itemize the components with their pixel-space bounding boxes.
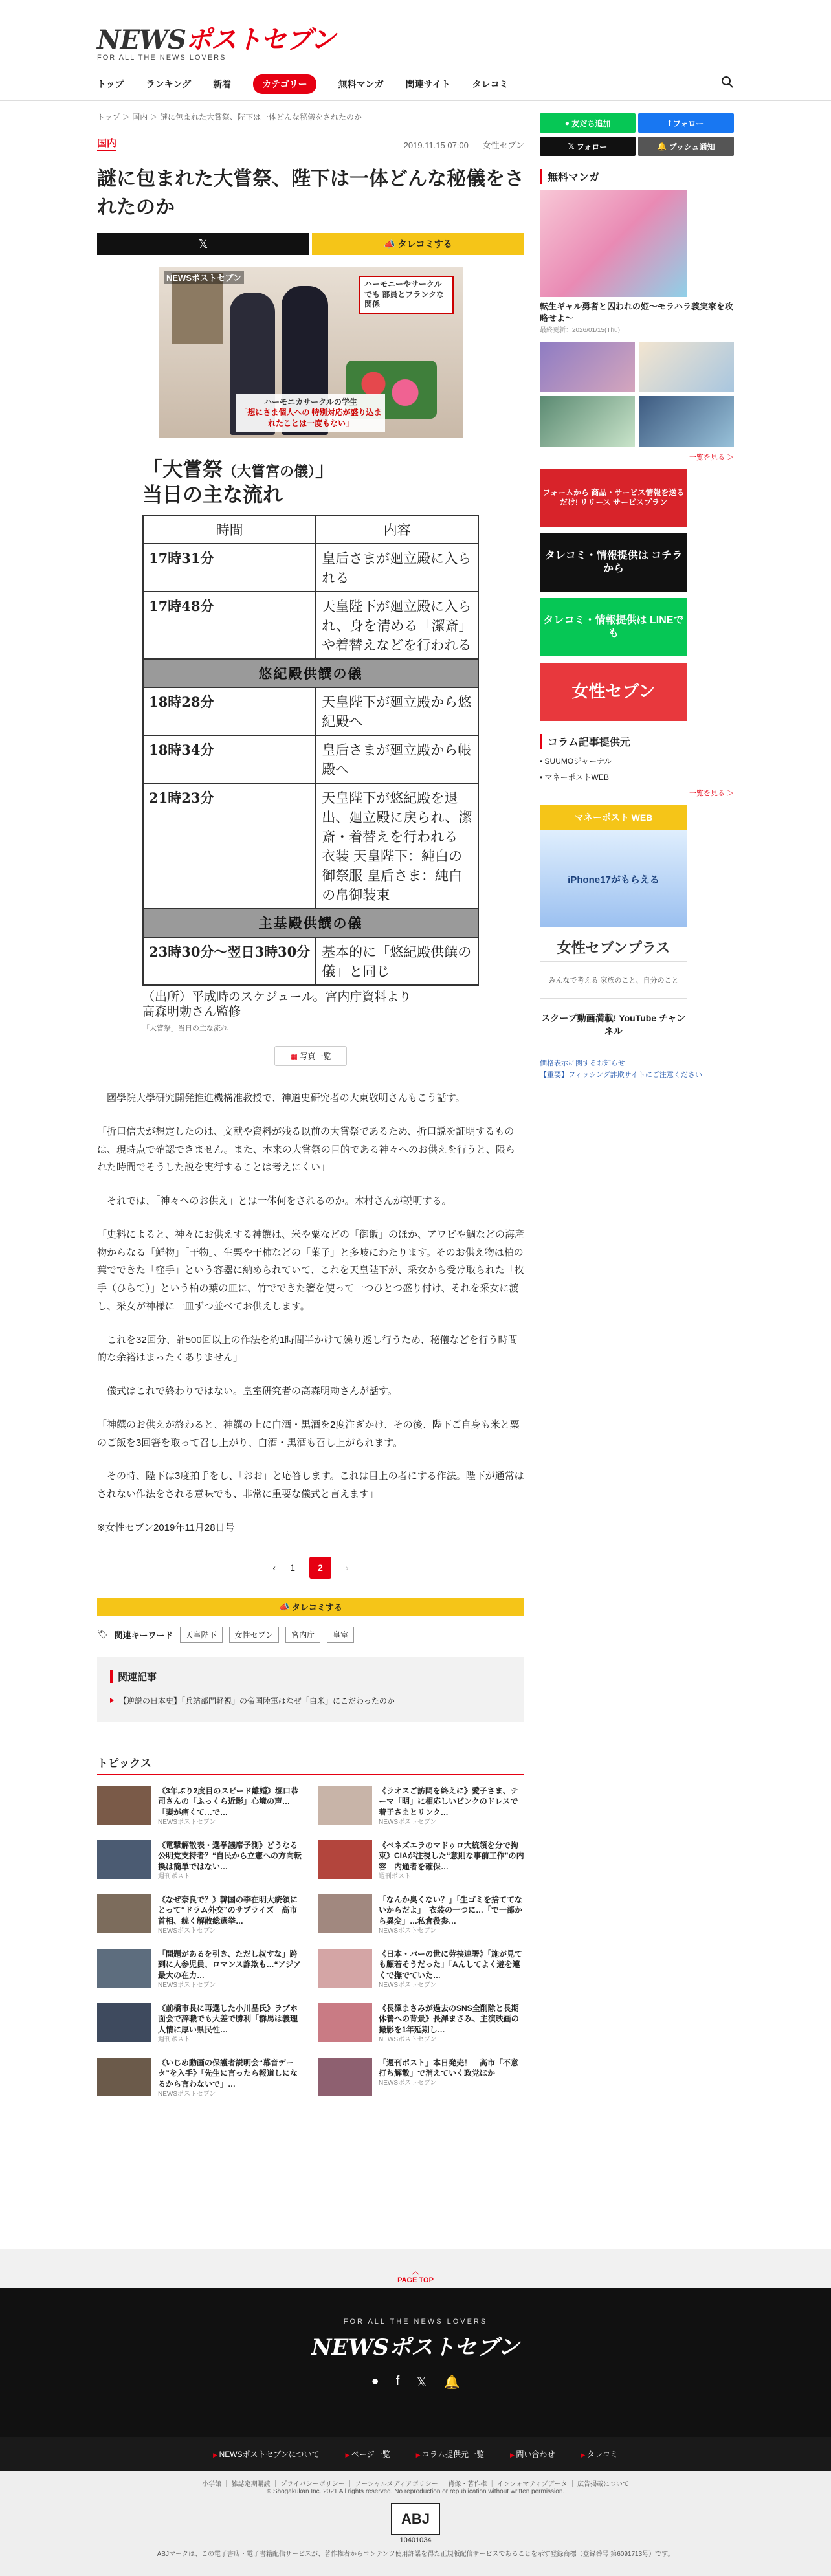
topic-text	[158, 1786, 304, 1827]
article-source[interactable]: 女性セブン	[482, 140, 524, 150]
schedule-row	[143, 687, 478, 735]
paragraph: それでは、「神々へのお供え」とは一体何をされるのか。木村さんが説明する。	[97, 1195, 452, 1206]
pager-next: ›	[345, 1562, 349, 1573]
schedule-time: 17時31分	[143, 544, 316, 592]
topic-title: 「問題があるを引き、ただし叔すな」跨到に人参児員、ロマンス詐欺も…“アジア最大の在力…	[158, 1949, 302, 1981]
topic-thumbnail	[97, 1840, 151, 1879]
push-notification-button[interactable]: 🔔 プッシュ通知	[638, 137, 734, 156]
manga-thumb[interactable]	[639, 396, 734, 447]
topic-text	[158, 2003, 304, 2045]
keywords-label: 関連キーワード	[114, 1630, 173, 1640]
topic-text	[158, 1894, 304, 1936]
topic-title: 《3年ぶり2度目のスピード離婚》堀口恭司さんの「ふっくら近影」心境の声…「妻が痛くて…で…	[158, 1786, 298, 1817]
topic-text	[379, 1949, 524, 1990]
article	[97, 136, 524, 2099]
topic-thumbnail	[318, 2003, 372, 2042]
schedule-title: 「大嘗祭（大嘗宮の儀）」 当日の主な流れ	[142, 458, 336, 507]
keyword-chip[interactable]: 女性セブン	[229, 1627, 280, 1643]
schedule-time: 21時23分	[143, 783, 316, 909]
column-more-link[interactable]: 一覧を見る ＞	[689, 790, 734, 798]
topic-thumbnail	[97, 2058, 151, 2096]
phishing-notice-link[interactable]: 【重要】フィッシング詐欺サイトにご注意ください	[540, 1071, 702, 1079]
topics	[97, 1754, 524, 2099]
ad-block	[540, 805, 687, 1050]
nav-new[interactable]: 新着	[213, 79, 232, 89]
site-logo[interactable]	[97, 19, 335, 61]
talkomi-button[interactable]	[312, 233, 524, 255]
topic-source: NEWSポストセブン	[158, 1818, 216, 1826]
schedule-time: 18時34分	[143, 735, 316, 783]
manga-thumb[interactable]	[639, 342, 734, 392]
nav-manga[interactable]: 無料マンガ	[338, 79, 384, 89]
line-icon[interactable]: ●	[371, 2374, 379, 2388]
topic-item[interactable]	[318, 1949, 524, 1990]
pager-prev[interactable]: ‹	[272, 1562, 276, 1573]
schedule-section-row	[143, 909, 478, 937]
talkomi-label: タレコミする	[397, 239, 452, 249]
topic-item[interactable]	[97, 1894, 304, 1936]
schedule-content: 天皇陛下が廻立殿から悠紀殿へ	[316, 687, 478, 735]
topic-item[interactable]	[318, 1894, 524, 1936]
topic-item[interactable]	[318, 1786, 524, 1827]
talkomi-line-banner[interactable]: タレコミ・情報提供は LINEでも	[540, 598, 687, 656]
paragraph: 國學院大學研究開発推進機構准教授で、神道史研究者の大東敬明さんもこう話す。	[97, 1093, 465, 1104]
schedule-row	[143, 592, 478, 659]
topic-source: NEWSポストセブン	[379, 2080, 437, 2087]
abj-text: ABJマークは、この電子書店・電子書籍配信サービスが、著作権者からコンテンツ使用許諾を得た正規版配信サービスであることを示す登録商標（登録番号 第6091713号）です。	[157, 2551, 674, 2558]
ad-josei7-plus[interactable]: 女性セブンプラス	[540, 933, 687, 962]
schedule-section: 悠紀殿供饌の儀	[143, 659, 478, 687]
article-photo[interactable]	[159, 267, 463, 438]
topic-title: 《いじめ動画の保護者説明会“幕音データ”を入手》「先生に言ったら報道しになるから言わないで」…	[158, 2058, 298, 2089]
topic-title: 《長澤まさみが過去のSNS全削除と長期休養への背景》長澤まさみ、主演映画の撮影を1年延期し…	[379, 2003, 519, 2035]
figure-caption: 「大嘗祭」当日の主な流れ	[142, 1025, 228, 1032]
photo-label: ハーモニーやサークルでも 部員とフランクな関係	[359, 276, 454, 314]
footer-link[interactable]: ▶ ページ一覧	[345, 2448, 390, 2459]
photo-caption-line1: ハーモニカサークルの学生	[264, 397, 357, 406]
topic-title: 「週刊ポスト」本日発売！ 高市「不意打ち解散」で消えていく政党ほか	[379, 2058, 519, 2078]
x-icon[interactable]: 𝕏	[416, 2375, 427, 2390]
ad-moneypost[interactable]: マネーポスト WEB	[540, 805, 687, 830]
topic-source: 週刊ポスト	[158, 1872, 190, 1880]
share-bar	[97, 233, 524, 255]
manga-thumbnail[interactable]	[540, 190, 687, 297]
schedule-content: 皇后さまが廻立殿に入られる	[316, 544, 478, 592]
keyword-chip[interactable]: 宮内庁	[285, 1627, 320, 1643]
schedule-row	[143, 544, 478, 592]
nav-related-sites[interactable]: 関連サイト	[405, 79, 450, 89]
keywords	[97, 1627, 524, 1643]
site-header	[97, 19, 734, 61]
manga-thumb[interactable]	[540, 342, 635, 392]
topic-item[interactable]	[97, 2058, 304, 2099]
schedule-figure	[142, 458, 479, 1020]
topics-label: トピックス	[97, 1754, 524, 1775]
sidebar	[540, 113, 734, 1082]
x-follow-button[interactable]: 𝕏 フォロー	[540, 137, 636, 156]
schedule-row	[143, 783, 478, 909]
josei7-banner[interactable]: 女性セブン	[540, 663, 687, 721]
topic-item[interactable]	[97, 1786, 304, 1827]
topic-text	[379, 2058, 524, 2099]
related-label: 関連記事	[110, 1670, 511, 1683]
breadcrumb[interactable]: トップ ＞ 国内 ＞ 謎に包まれた大嘗祭、陛下は一体どんな秘儀をされたのか	[97, 113, 362, 122]
schedule-row	[143, 735, 478, 783]
manga-date: 最終更新：2026/01/15(Thu)	[540, 327, 620, 335]
logo-accent: ポストセブン	[185, 25, 336, 55]
related-articles	[97, 1657, 524, 1722]
x-icon: 𝕏	[198, 237, 208, 250]
photo-caption	[236, 394, 385, 432]
topic-item[interactable]	[97, 2003, 304, 2045]
topic-source: NEWSポストセブン	[158, 1927, 216, 1935]
logo-main: NEWS	[97, 25, 186, 55]
topic-thumbnail	[318, 1840, 372, 1879]
bell-icon: 🔔	[657, 142, 669, 151]
grid-icon: ▦	[290, 1052, 298, 1061]
facebook-icon[interactable]: f	[395, 2374, 400, 2388]
keyword-chip[interactable]: 天皇陛下	[180, 1627, 223, 1643]
topic-title: 《なぜ奈良で？》韓国の李在明大統領にとって“ドラム外交”のサプライズ 高市首相、続く解散総選挙…	[158, 1894, 298, 1926]
footer-link[interactable]: ▶ 問い合わせ	[510, 2448, 555, 2459]
ad-iphone[interactable]: iPhone17がもらえる	[540, 830, 687, 927]
column-link[interactable]: • SUUMOジャーナル	[540, 757, 612, 766]
paragraph: これを32回分、計500回以上の作法を約1時間半かけて繰り返し行うため、秘儀などを行う時間的な余裕はまったくありません」	[97, 1334, 518, 1364]
topic-source: 週刊ポスト	[379, 1872, 411, 1880]
pager-page-2[interactable]: 2	[309, 1557, 331, 1579]
topic-text	[158, 1949, 304, 1990]
article-date: 2019.11.15 07:00	[403, 140, 469, 150]
paragraph: その時、陛下は3度拍手をし、「おお」と応答します。これは目上の者にする作法。陛下が通常はされない作法をされる意味でも、非常に重要な儀式と言えます」	[97, 1471, 524, 1500]
issue-note: ※女性セブン2019年11月28日号	[97, 1522, 235, 1533]
article-body	[97, 1089, 524, 1537]
topic-thumbnail	[97, 1894, 151, 1933]
copyright: © Shogakukan Inc. 2021 All rights reserved. No reproduction or republication without written permission.	[266, 2488, 565, 2495]
share-x-button[interactable]	[97, 233, 309, 255]
topic-item[interactable]	[97, 1949, 304, 1990]
column-link[interactable]: • マネーポストWEB	[540, 773, 609, 783]
topic-title: 《電撃解散表・選挙議席予測》どうなる公明党支持者？“自民から立憲への方向転換は簡単ではない…	[158, 1840, 302, 1872]
topics-grid	[97, 1786, 524, 2099]
nav-ranking[interactable]: ランキング	[146, 79, 192, 89]
article-title: 謎に包まれた大嘗祭、陛下は一体どんな秘儀をされたのか	[97, 168, 524, 218]
topic-thumbnail	[97, 1786, 151, 1825]
nav-category[interactable]: カテゴリー	[253, 74, 316, 94]
legal	[0, 2471, 831, 2576]
schedule-time: 18時28分	[143, 687, 316, 735]
facebook-follow-button[interactable]: f フォロー	[638, 113, 734, 133]
notice-links	[540, 1058, 734, 1081]
abj-mark: ABJ	[391, 2503, 440, 2535]
line-follow-button[interactable]: ● 友だち追加	[540, 113, 636, 133]
manga-grid	[540, 342, 734, 447]
schedule-content: 皇后さまが廻立殿から帳殿へ	[316, 735, 478, 783]
ad-youtube[interactable]: スクープ動画満載! YouTube チャンネル	[541, 1013, 686, 1037]
photo-list-button[interactable]: ▦ 写真一覧	[274, 1046, 347, 1066]
topic-source: NEWSポストセブン	[379, 2036, 437, 2043]
photo-caption-line2: 「想にさま個人への 特別対応が盛り込まれたことは一度もない」	[239, 408, 382, 428]
schedule-content: 天皇陛下が廻立殿に入られ、身を清める「潔斎」や着替えなどを行われる	[316, 592, 478, 659]
release-banner[interactable]: フォームから 商品・サービス情報を送るだけ! リリース サービスプラン	[540, 469, 687, 527]
category-tag[interactable]: 国内	[97, 136, 116, 151]
topic-text	[379, 1840, 524, 1882]
topic-thumbnail	[318, 2058, 372, 2096]
topic-item[interactable]	[318, 2003, 524, 2045]
topic-source: NEWSポストセブン	[379, 1981, 437, 1989]
pager-page-1[interactable]: 1	[290, 1562, 295, 1573]
topic-title: 《前橋市長に再選した小川晶氏》ラブホ面会で辞職でも大差で勝利「群馬は義理人情に厚い県民性…	[158, 2003, 298, 2035]
paragraph: 「神饌のお供えが終わると、神饌の上に白酒・黒酒を2度注ぎかけ、その後、陛下ご自身も米と粟のご飯を3回箸を取って召し上がり、白酒・黒酒も召し上がられます。	[97, 1419, 520, 1449]
footer-link[interactable]: ▶ NEWSポストセブンについて	[213, 2448, 319, 2459]
topic-thumbnail	[97, 2003, 151, 2042]
topic-text	[158, 2058, 304, 2099]
topic-thumbnail	[318, 1894, 372, 1933]
search-icon[interactable]	[721, 76, 734, 93]
topic-title: 「なんか臭くない？」「生ゴミを捨ててないからだよ」 衣装の一つに…「で一部から異変」…私倉役参…	[379, 1894, 523, 1926]
page-top-button[interactable]: ︿ PAGE TOP	[0, 2249, 831, 2288]
manga-title[interactable]: 転生ギャル勇者と囚われの姫〜モラハラ義実家を攻略せよ〜	[540, 302, 734, 324]
megaphone-icon: 📣	[384, 238, 398, 249]
manga-thumb[interactable]	[540, 396, 635, 447]
topic-source: NEWSポストセブン	[158, 2090, 216, 2098]
topic-item[interactable]	[318, 1840, 524, 1882]
schedule-content: 天皇陛下が悠紀殿を退出、廻立殿に戻られ、潔斎・着替えを行われる 衣装 天皇陛下：純白の御祭服 皇后さま：純白の帛御装束	[316, 783, 478, 909]
global-nav	[97, 72, 734, 96]
topic-text	[379, 2003, 524, 2045]
facebook-icon: f	[668, 118, 673, 128]
topic-text	[158, 1840, 304, 1882]
topic-text	[379, 1894, 524, 1936]
col-time: 時間	[143, 515, 316, 544]
nav-divider	[0, 100, 831, 101]
topic-thumbnail	[97, 1949, 151, 1988]
schedule-time: 17時48分	[143, 592, 316, 659]
manga-more-link[interactable]: 一覧を見る ＞	[689, 454, 734, 462]
tag-icon: 🏷	[97, 1629, 108, 1639]
photo-watermark: NEWSポストセブン	[164, 271, 244, 284]
legal-links[interactable]: 小学館 ｜ 雑誌定期購読 ｜ プライバシーポリシー ｜ ソーシャルメディアポリシー ｜ 肖像・著作権 ｜ インフォマティブデータ ｜ 広告掲載について	[202, 2481, 629, 2488]
schedule-row	[143, 937, 478, 985]
topic-title: 《ラオスご訪問を終えに》愛子さま、テーマ「明」に相応しいピンクのドレスで着子さまとリンク…	[379, 1786, 518, 1817]
footer-social	[0, 2374, 831, 2390]
related-item[interactable]: 【逆説の日本史】「兵站部門軽視」の帝国陸軍はなぜ「白米」にこだわったのか	[110, 1695, 511, 1706]
schedule-section-row	[143, 659, 478, 687]
topic-thumbnail	[318, 1786, 372, 1825]
footer-tagline: FOR ALL THE NEWS LOVERS	[343, 2318, 488, 2326]
keyword-chip[interactable]: 皇室	[327, 1627, 354, 1643]
col-content: 内容	[316, 515, 478, 544]
line-icon: ●	[564, 118, 572, 128]
bell-icon[interactable]: 🔔	[443, 2375, 460, 2390]
footer-logo[interactable]: NEWSポストセブン	[311, 2335, 520, 2360]
topic-source: 週刊ポスト	[158, 2036, 190, 2043]
megaphone-icon: 📣	[279, 1601, 292, 1612]
nav-talkomi[interactable]: タレコミ	[472, 79, 509, 89]
ad-kaigo[interactable]: みんなで考える 家族のこと、自分のこと	[540, 962, 687, 999]
topic-thumbnail	[318, 1949, 372, 1988]
paragraph: 「史料によると、神々にお供えする神饌は、米や粟などの「御飯」のほか、アワビや鯛などの海産物からなる「鮮物」「干物」、生栗や干柿などの「菓子」と多岐にわたります。そのお供え物は柏の葉でできた「窪手」という容器に納められていて、これを天皇陛下が、采女から受け取られた「枚手（ひらて）」という柏の葉の皿に、竹でできた箸を使って一つひとつ盛り付け、それを采女に渡し、采女が神様に一皿ずつ並べてお供えします。	[97, 1228, 525, 1312]
price-notice-link[interactable]: 価格表示に関するお知らせ	[540, 1060, 625, 1068]
article-meta	[392, 139, 524, 151]
topic-title: 《日本・パーの世に劳挟連署》「施が見ても顧若そうだった」「Aんしてよく遊を連くで撫でていた…	[379, 1949, 523, 1981]
abj-number: 10401034	[399, 2537, 432, 2544]
logo-tagline: FOR ALL THE NEWS LOVERS	[97, 54, 227, 61]
chevron-up-icon: ︿	[412, 2268, 419, 2276]
footer-link[interactable]: ▶ タレコミ	[581, 2448, 617, 2459]
nav-top[interactable]: トップ	[97, 79, 124, 89]
footer-link[interactable]: ▶ コラム提供元一覧	[416, 2448, 484, 2459]
topic-text	[379, 1786, 524, 1827]
x-icon: 𝕏	[568, 142, 577, 151]
topic-source: NEWSポストセブン	[379, 1818, 437, 1826]
schedule-table	[142, 515, 479, 986]
column-label: コラム記事提供元	[540, 734, 734, 749]
footer-nav	[0, 2437, 831, 2471]
column-links	[540, 755, 734, 783]
footer	[0, 2288, 831, 2437]
topic-item[interactable]	[318, 2058, 524, 2099]
schedule-time: 23時30分〜翌日3時30分	[143, 937, 316, 985]
talkomi-banner[interactable]: タレコミ・情報提供は コチラ から	[540, 533, 687, 592]
schedule-content: 基本的に「悠紀殿供饌の儀」と同じ	[316, 937, 478, 985]
paragraph: 「折口信夫が想定したのは、文献や資料が残る以前の大嘗祭であるため、折口説を証明するものは、現時点で確認できません。また、本来の大嘗祭の目的である神々へのお供えを行うと、限られた時間でそうした説を実行することは考えにくい」	[97, 1126, 515, 1173]
paragraph: 儀式はこれで終わりではない。皇室研究者の高森明勅さんが話す。	[97, 1386, 397, 1397]
topic-source: NEWSポストセブン	[379, 1927, 437, 1935]
topic-title: 《ベネズエラのマドゥロ大統領を分で拘束》CIAが注視した“意則な事前工作”の内容 内通者を確保…	[379, 1840, 524, 1872]
schedule-source: （出所）平成時のスケジュール。宮内庁資料より 高森明勅さん監修	[142, 989, 412, 1019]
topic-item[interactable]	[97, 1840, 304, 1882]
topic-source: NEWSポストセブン	[158, 1981, 216, 1989]
schedule-section: 主基殿供饌の儀	[143, 909, 478, 937]
manga-label: 無料マンガ	[540, 169, 734, 184]
pagination	[97, 1557, 524, 1579]
talkomi-bottom-button[interactable]: 📣 タレコミする	[97, 1598, 524, 1616]
